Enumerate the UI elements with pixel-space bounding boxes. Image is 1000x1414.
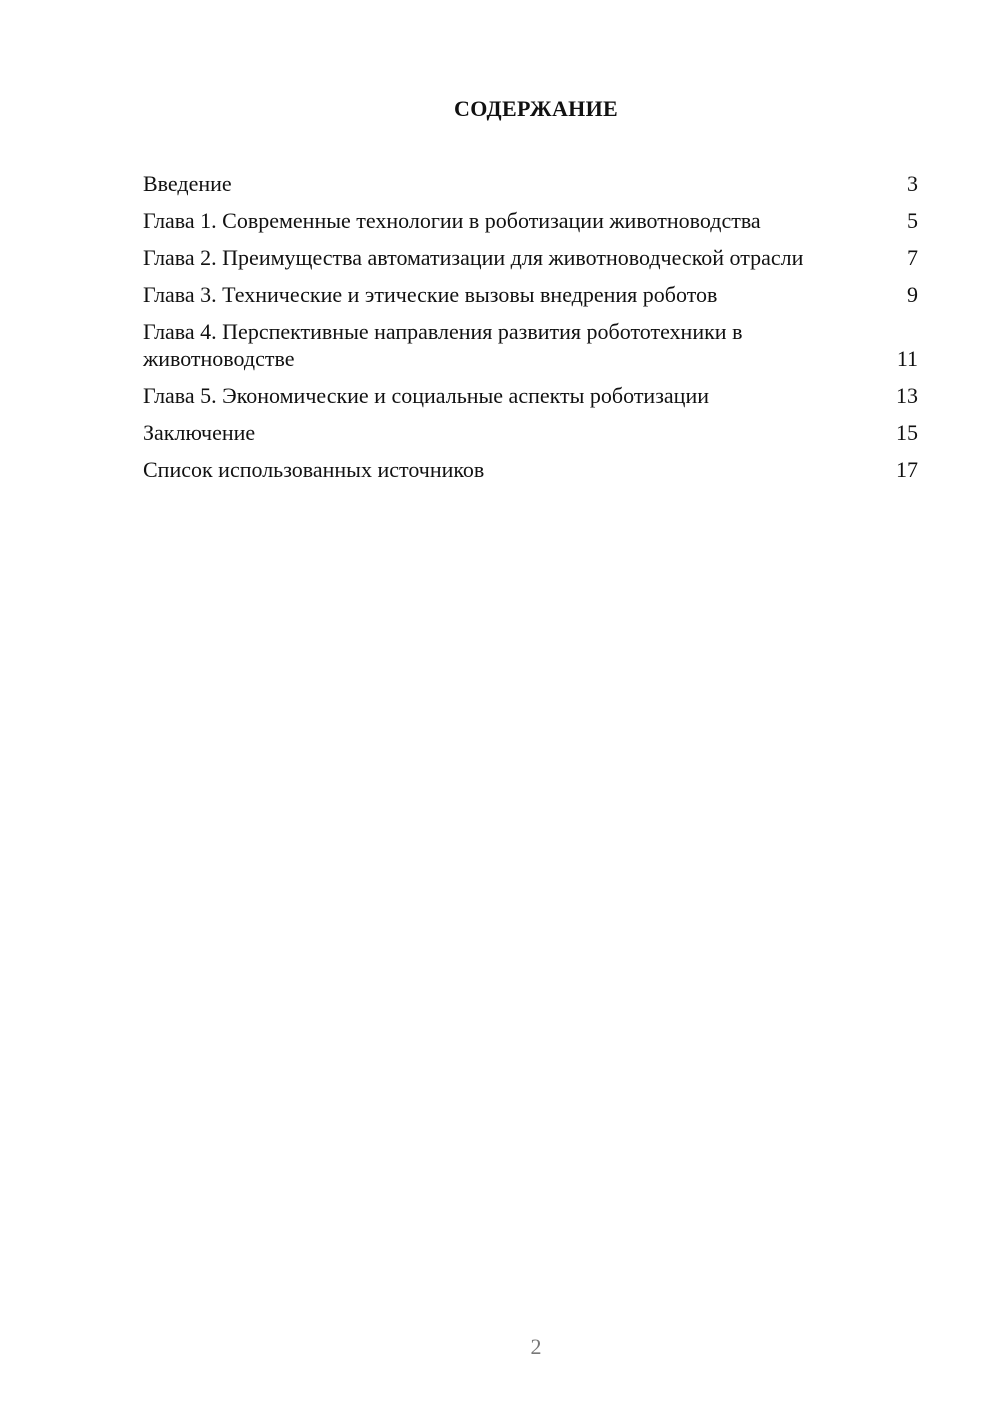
toc-entry-introduction[interactable] <box>143 170 918 197</box>
toc-entry-chapter-5[interactable] <box>143 382 918 409</box>
toc-entry-title: Список использованных источников <box>143 457 485 482</box>
toc-entry-title: Глава 5. Экономические и социальные аспекты роботизации <box>143 383 709 408</box>
toc-entry-chapter-1[interactable] <box>143 207 918 234</box>
toc-entry-chapter-2[interactable] <box>143 244 918 271</box>
table-of-contents <box>143 170 918 493</box>
toc-entry-title: Заключение <box>143 420 256 445</box>
toc-entry-title: Глава 3. Технические и этические вызовы внедрения роботов <box>143 282 718 307</box>
toc-entry-chapter-4[interactable] <box>143 318 918 372</box>
page-number: 2 <box>530 1334 542 1359</box>
toc-entry-title: Введение <box>143 171 232 196</box>
toc-entry-title: Глава 2. Преимущества автоматизации для животноводческой отрасли <box>143 245 804 270</box>
toc-entry-page: 9 <box>907 282 918 307</box>
toc-entry-page: 13 <box>896 383 918 408</box>
page-title: СОДЕРЖАНИЕ <box>454 96 618 121</box>
toc-entry-page: 5 <box>907 208 918 233</box>
toc-entry-chapter-3[interactable] <box>143 281 918 308</box>
toc-entry-title: Глава 1. Современные технологии в роботизации животноводства <box>143 208 761 233</box>
toc-entry-page: 3 <box>907 171 918 196</box>
toc-entry-references[interactable] <box>143 456 918 483</box>
toc-entry-conclusion[interactable] <box>143 419 918 446</box>
toc-entry-page: 17 <box>896 457 918 482</box>
toc-entry-page: 11 <box>896 346 918 371</box>
toc-entry-page: 15 <box>896 420 918 445</box>
toc-entry-page: 7 <box>907 245 918 270</box>
toc-entry-title: Глава 4. Перспективные направления развития робототехники в животноводстве <box>143 319 743 371</box>
